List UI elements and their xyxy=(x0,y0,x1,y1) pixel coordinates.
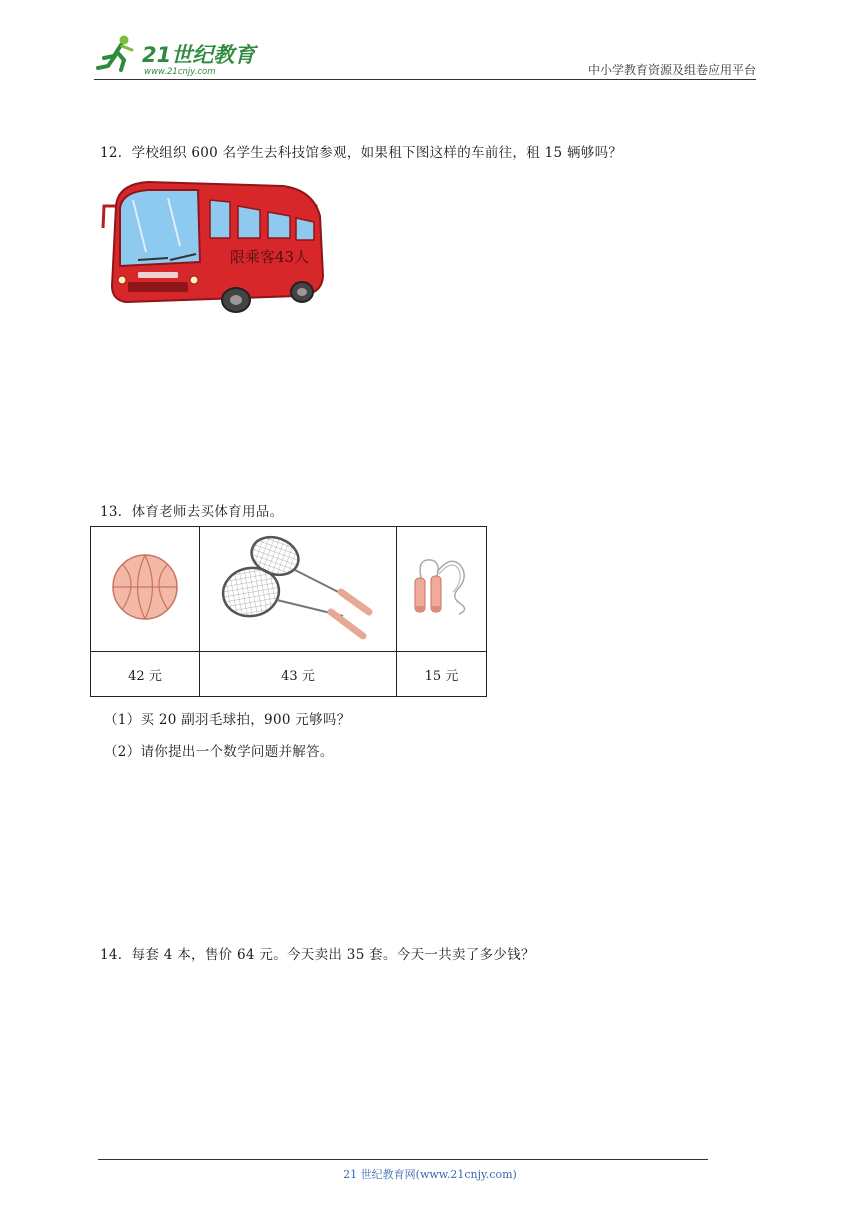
question-13-sub1: （1）买 20 副羽毛球拍，900 元够吗？ xyxy=(104,712,351,728)
site-logo xyxy=(94,32,264,78)
footer-divider xyxy=(98,1159,708,1160)
basketball-price: 42 元 xyxy=(91,652,200,697)
footer-link[interactable]: 21 世纪教育网(www.21cnjy.com) xyxy=(343,1168,517,1181)
bus-image xyxy=(98,176,328,316)
bus-capacity-label: 限乘客43人 xyxy=(230,248,310,266)
question-13-text: 13．体育老师去买体育用品。 xyxy=(100,504,284,520)
question-12-text: 12．学校组织 600 名学生去科技馆参观，如果租下图这样的车前往，租 15 辆够吗？ xyxy=(100,145,623,161)
basketball-cell xyxy=(91,527,200,652)
jump-rope-cell xyxy=(397,527,487,652)
question-14-text: 14．每套 4 本，售价 64 元。今天卖出 35 套。今天一共卖了多少钱？ xyxy=(100,947,535,963)
rackets-price: 43 元 xyxy=(200,652,397,697)
basketball-icon xyxy=(110,552,180,622)
jump-rope-price: 15 元 xyxy=(397,652,487,697)
jump-rope-icon xyxy=(407,552,477,622)
rackets-cell xyxy=(200,527,397,652)
question-13-sub2: （2）请你提出一个数学问题并解答。 xyxy=(104,744,334,760)
logo-url: www.21cnjy.com xyxy=(144,67,216,77)
badminton-rackets-icon xyxy=(213,532,383,642)
runner-icon xyxy=(98,36,132,71)
logo-text: 21世纪教育 xyxy=(142,43,256,67)
sports-items-table xyxy=(90,526,487,697)
header-divider xyxy=(94,79,756,80)
platform-title: 中小学教育资源及组卷应用平台 xyxy=(587,63,756,77)
